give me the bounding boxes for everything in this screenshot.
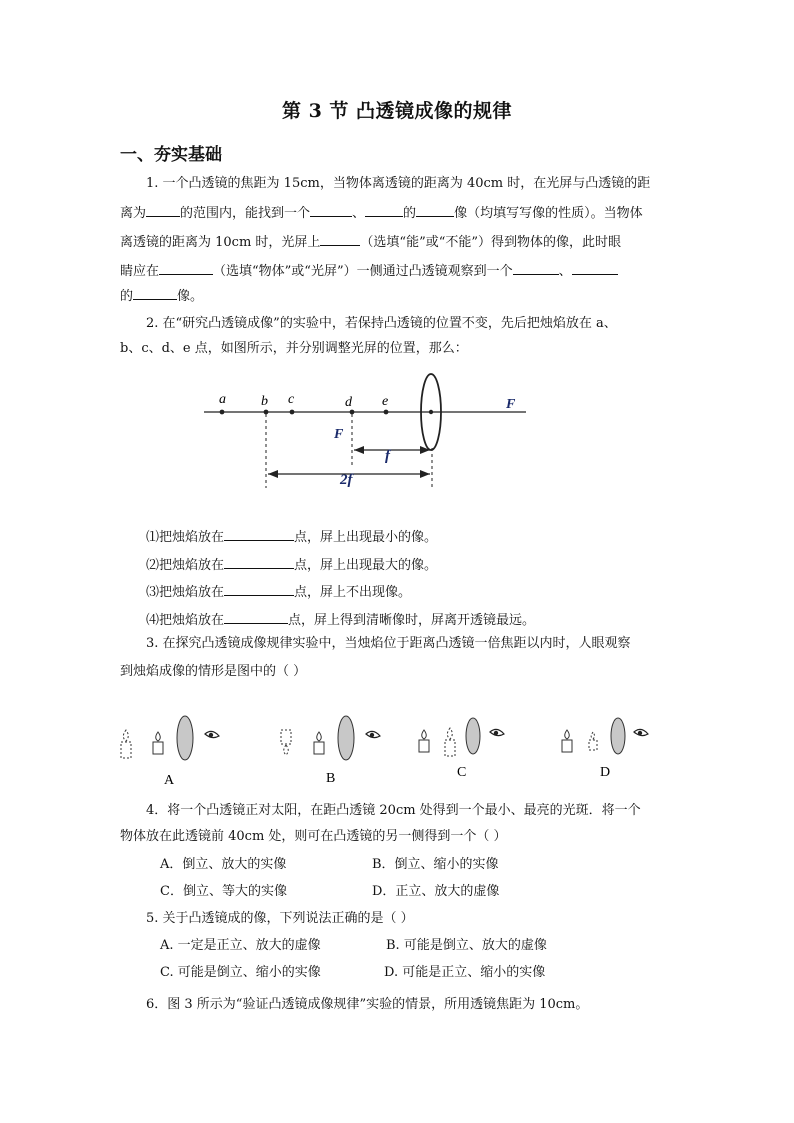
q1-blank-7[interactable]: [513, 262, 559, 275]
q2-line-2: b、c、d、e 点，如图所示，并分别调整光屏的位置，那么：: [120, 341, 468, 356]
f-dimension-label: f: [385, 448, 390, 464]
q6-line-1: 6．图 3 所示为“验证凸透镜成像规律”实验的情景，所用透镜焦距为 10cm。: [146, 997, 589, 1012]
q4-option-d[interactable]: D．正立、放大的虚像: [372, 884, 500, 899]
focus-left-label: F: [334, 427, 344, 442]
q2-sub-4: ⑷把烛焰放在 点，屏上得到清晰像时，屏离开透镜最远。: [146, 613, 536, 628]
virtual-candle-icon: [445, 740, 455, 756]
option-d-label: D: [600, 765, 611, 780]
q5-option-b[interactable]: B. 可能是倒立、放大的虚像: [386, 938, 547, 953]
q1-blank-9[interactable]: [133, 287, 177, 300]
lens-icon: [338, 716, 354, 760]
q4-option-b[interactable]: B．倒立、缩小的实像: [372, 857, 499, 872]
section-heading: 一、夯实基础: [120, 145, 222, 165]
q5-option-c[interactable]: C. 可能是倒立、缩小的实像: [160, 965, 321, 980]
focus-right-label: F: [506, 397, 516, 412]
point-b-label: b: [261, 394, 268, 409]
q2-sub-1: ⑴把烛焰放在 点，屏上出现最小的像。: [146, 530, 438, 545]
q2-blank-3[interactable]: [224, 583, 294, 596]
page-title: 第 3 节 凸透镜成像的规律: [281, 100, 513, 122]
virtual-flame-icon: [447, 728, 452, 739]
lens-icon: [466, 718, 480, 754]
q1-line-2: 离为 的范围内，能找到一个 、 的 像（均填写写像的性质）。当物体: [120, 206, 643, 221]
q3-line-2: 到烛焰成像的情形是图中的（ ）: [120, 664, 307, 679]
q1-line-1: 1. 一个凸透镜的焦距为 15cm，当物体离透镜的距离为 40cm 时，在光屏与凸透镜的距: [146, 176, 651, 191]
q4-line-2: 物体放在此透镜前 40cm 处，则可在凸透镜的另一侧得到一个（ ）: [120, 829, 507, 844]
q1-blank-2[interactable]: [310, 204, 352, 217]
candle-icon: [562, 740, 572, 752]
q1-blank-8[interactable]: [572, 262, 618, 275]
q4-option-c[interactable]: C．倒立、等大的实像: [160, 884, 287, 899]
twof-arrow-right: [420, 470, 430, 478]
q1-blank-6[interactable]: [159, 262, 213, 275]
point-d-dot: [350, 410, 355, 415]
twof-dimension-label: 2f: [340, 472, 353, 488]
point-a-label: a: [219, 392, 226, 407]
q2-line-1: 2. 在“研究凸透镜成像”的实验中，若保持凸透镜的位置不变，先后把烛焰放在 a、: [146, 316, 617, 331]
q4-line-1: 4．将一个凸透镜正对太阳，在距凸透镜 20cm 处得到一个最小、最亮的光斑．将一个: [146, 803, 641, 818]
q4-option-a[interactable]: A．倒立、放大的实像: [160, 857, 287, 872]
point-c-label: c: [288, 392, 295, 407]
option-d-figure: [562, 718, 648, 780]
point-c-dot: [290, 410, 295, 415]
f-arrow-right: [420, 446, 430, 454]
q1-blank-3[interactable]: [365, 204, 403, 217]
flame-icon: [156, 732, 161, 741]
q2-blank-2[interactable]: [224, 556, 294, 569]
lens-axis-diagram: [200, 366, 540, 494]
q3-line-1: 3. 在探究凸透镜成像规律实验中，当烛焰位于距离凸透镜一倍焦距以内时，人眼观察: [146, 636, 631, 651]
flame-icon: [422, 730, 427, 739]
q1-blank-4[interactable]: [416, 204, 454, 217]
virtual-flame-icon: [284, 745, 289, 755]
option-a-figure: [121, 716, 219, 788]
q2-sub-2: ⑵把烛焰放在 点，屏上出现最大的像。: [146, 558, 438, 573]
option-c-figure: [419, 718, 504, 780]
q2-blank-1[interactable]: [224, 528, 294, 541]
q1-blank-1[interactable]: [146, 204, 180, 217]
point-d-label: d: [345, 395, 352, 410]
q2-sub-3: ⑶把烛焰放在 点，屏上不出现像。: [146, 585, 412, 600]
q3-options-figure: [112, 712, 672, 792]
candle-icon: [314, 742, 324, 754]
q5-line-1: 5. 关于凸透镜成的像，下列说法正确的是（ ）: [146, 911, 414, 926]
point-e-dot: [384, 410, 389, 415]
virtual-flame-icon: [591, 732, 594, 739]
q1-line-5: 的 像。: [120, 289, 204, 304]
flame-icon: [317, 732, 322, 741]
point-a-dot: [220, 410, 225, 415]
point-b-dot: [264, 410, 269, 415]
f-arrow-left: [354, 446, 364, 454]
option-a-label: A: [164, 773, 175, 788]
q1-line-3: 离透镜的距离为 10cm 时，光屏上 （选填“能”或“不能”）得到物体的像，此时眼: [120, 235, 622, 250]
q2-blank-4[interactable]: [224, 611, 288, 624]
candle-icon: [153, 742, 163, 754]
lens-icon: [611, 718, 625, 754]
q1-line-4: 睛应在 （选填“物体”或“光屏”）一侧通过凸透镜观察到一个 、: [120, 262, 618, 280]
twof-arrow-left: [268, 470, 278, 478]
option-c-label: C: [457, 765, 467, 780]
q5-option-d[interactable]: D. 可能是正立、缩小的实像: [384, 965, 546, 980]
option-b-label: B: [326, 771, 336, 786]
virtual-candle-icon: [589, 740, 597, 750]
point-e-label: e: [382, 394, 389, 409]
lens-icon: [177, 716, 193, 760]
virtual-candle-icon: [121, 742, 131, 758]
q5-option-a[interactable]: A. 一定是正立、放大的虚像: [160, 938, 321, 953]
q1-blank-5[interactable]: [320, 233, 360, 246]
candle-icon: [419, 740, 429, 752]
virtual-candle-icon: [281, 730, 291, 744]
virtual-flame-icon: [123, 730, 128, 741]
option-b-figure: [281, 716, 380, 786]
flame-icon: [565, 730, 570, 739]
optical-center-dot: [429, 410, 433, 414]
